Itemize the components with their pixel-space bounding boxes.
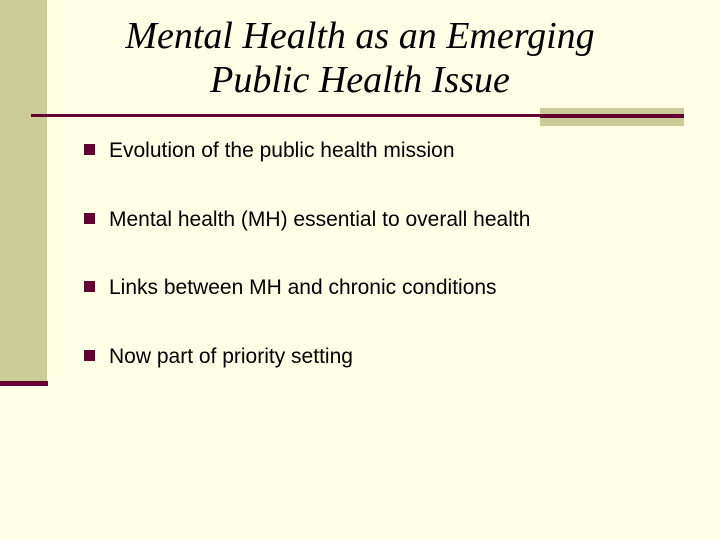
square-bullet-icon [84,350,95,361]
square-bullet-icon [84,213,95,224]
square-bullet-icon [84,144,95,155]
bullet-text: Evolution of the public health mission [109,139,455,162]
list-item [84,342,530,411]
slide-title [60,14,660,102]
slide-title-line-2: Public Health Issue [210,59,510,101]
square-bullet-icon [84,281,95,292]
left-accent-bar [0,381,48,386]
list-item [84,136,530,205]
slide-title-line-1: Mental Health as an Emerging [125,15,595,57]
bullet-list [84,136,530,411]
list-item [84,273,530,342]
list-item [84,205,530,274]
left-accent-band [0,0,47,382]
bullet-text: Now part of priority setting [109,345,353,369]
bullet-text: Mental health (MH) essential to overall health [109,207,531,231]
title-divider-accent [540,115,684,118]
bullet-text: Links between MH and chronic conditions [109,276,497,300]
